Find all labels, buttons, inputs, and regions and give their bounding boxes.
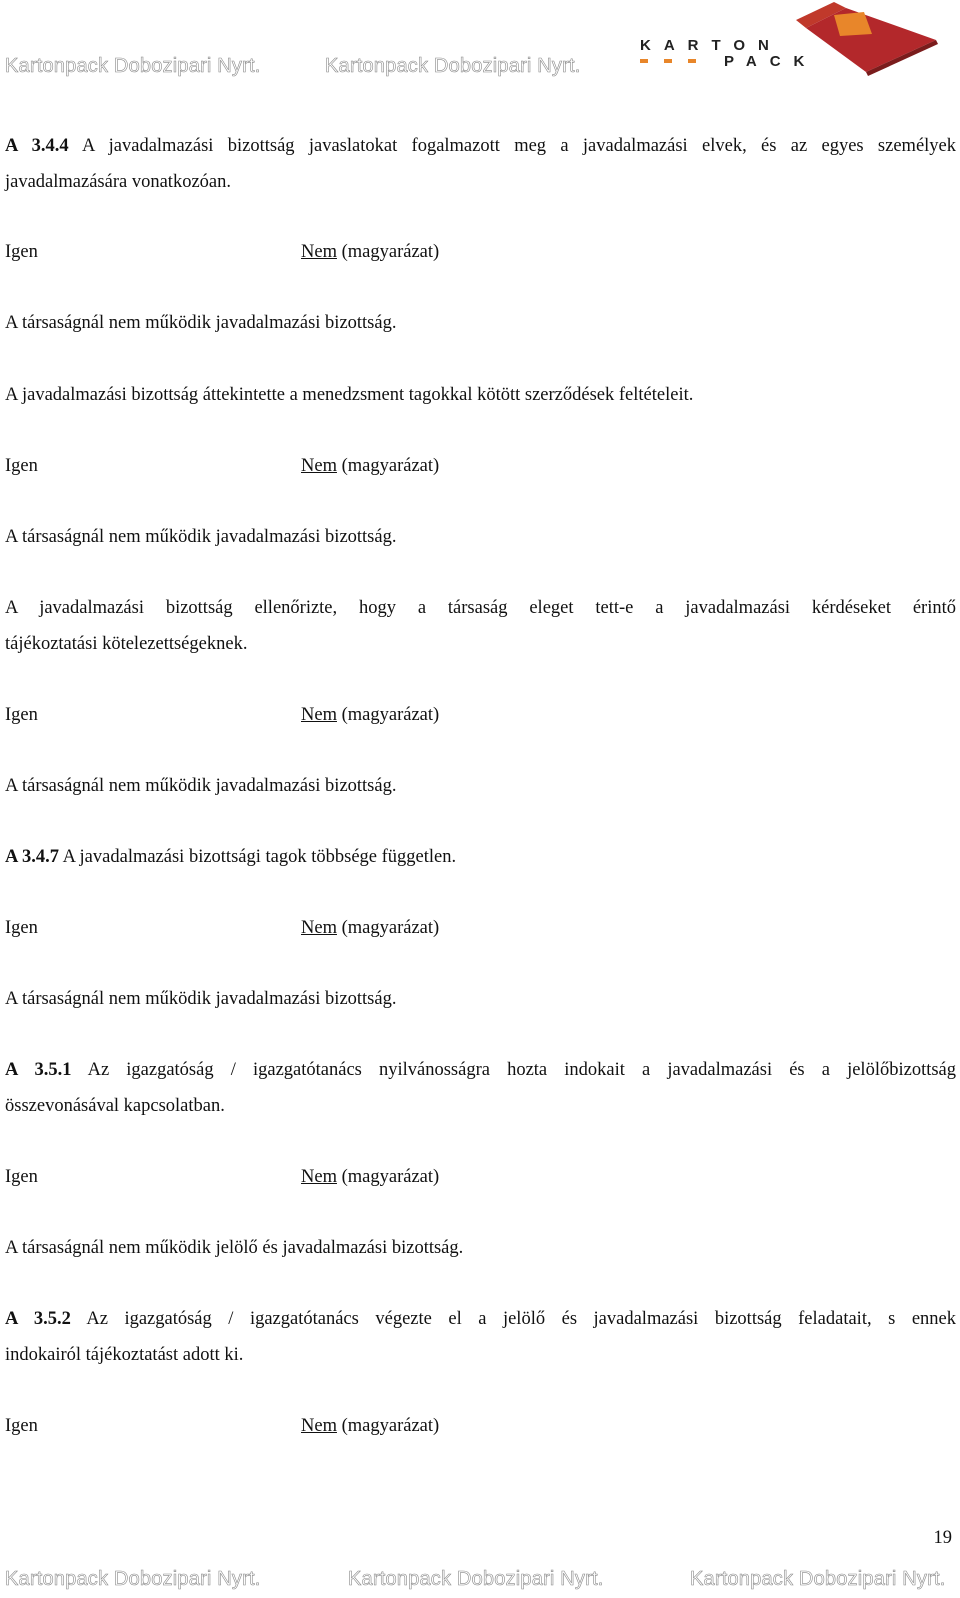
page-number: 19 xyxy=(933,1528,952,1548)
answer-explanation: (magyarázat) xyxy=(341,918,440,938)
item-code: A 3.4.4 xyxy=(5,136,69,156)
answer-no-label: Nem xyxy=(301,1416,337,1436)
answer-explanation: (magyarázat) xyxy=(341,1167,440,1187)
footer-watermark-3: Kartonpack Dobozipari Nyrt. xyxy=(690,1568,946,1590)
item-3-4-4-line2: javadalmazására vonatkozóan. xyxy=(5,172,231,192)
answer-yes: Igen xyxy=(5,1416,38,1436)
answer-no xyxy=(301,1414,439,1438)
answer-yes: Igen xyxy=(5,456,38,476)
answer-yes: Igen xyxy=(5,918,38,938)
answer-no xyxy=(301,240,439,264)
answer-yes: Igen xyxy=(5,242,38,262)
answer-no-label: Nem xyxy=(301,705,337,725)
header-watermark-1: Kartonpack Dobozipari Nyrt. xyxy=(5,55,261,77)
answer-yes: Igen xyxy=(5,1167,38,1187)
item-code: A 3.5.1 xyxy=(5,1060,72,1080)
answer-no xyxy=(301,916,439,940)
note: A társaságnál nem működik javadalmazási bizottság. xyxy=(5,989,397,1009)
answer-no-label: Nem xyxy=(301,456,337,476)
item-3-5-1-line1 xyxy=(5,1058,956,1082)
item-code: A 3.4.7 xyxy=(5,847,59,867)
header-watermark-2: Kartonpack Dobozipari Nyrt. xyxy=(325,55,581,77)
item-text: A javadalmazási bizottsági tagok többsége független. xyxy=(62,847,457,867)
answer-no-label: Nem xyxy=(301,242,337,262)
item-3-5-2-line2: indokairól tájékoztatást adott ki. xyxy=(5,1345,244,1365)
answer-explanation: (magyarázat) xyxy=(341,1416,440,1436)
item-text: Az igazgatóság / igazgatótanács nyilvánosságra hozta indokait a javadalmazási és a jelölőbizottság xyxy=(87,1060,957,1080)
item-text: Az igazgatóság / igazgatótanács végezte el a jelölő és javadalmazási bizottság feladatait, s ennek xyxy=(86,1309,956,1329)
item-code: A 3.5.2 xyxy=(5,1309,71,1329)
item-3-5-1-line2: összevonásával kapcsolatban. xyxy=(5,1096,225,1116)
item-text-line1: A javadalmazási bizottság ellenőrizte, hogy a társaság eleget tett-e a javadalmazási kérdéseket érintő xyxy=(5,598,956,618)
logo-dashes xyxy=(640,59,712,65)
answer-explanation: (magyarázat) xyxy=(341,456,440,476)
answer-no-label: Nem xyxy=(301,1167,337,1187)
answer-no-label: Nem xyxy=(301,918,337,938)
footer-watermark-2: Kartonpack Dobozipari Nyrt. xyxy=(348,1568,604,1590)
footer-watermark-1: Kartonpack Dobozipari Nyrt. xyxy=(5,1568,261,1590)
answer-no xyxy=(301,703,439,727)
answer-explanation: (magyarázat) xyxy=(341,705,440,725)
kartonpack-logo xyxy=(640,0,946,80)
item-3-5-2-line1 xyxy=(5,1307,956,1331)
note: A társaságnál nem működik javadalmazási bizottság. xyxy=(5,527,397,547)
answer-yes: Igen xyxy=(5,705,38,725)
note: A társaságnál nem működik javadalmazási bizottság. xyxy=(5,776,397,796)
answer-no xyxy=(301,1165,439,1189)
answer-explanation: (magyarázat) xyxy=(341,242,440,262)
note: A társaságnál nem működik jelölő és javadalmazási bizottság. xyxy=(5,1238,464,1258)
item-text-line: A javadalmazási bizottság áttekintette a menedzsment tagokkal kötött szerződések feltételeit. xyxy=(5,385,694,405)
logo-text-pack: PACK xyxy=(724,53,818,70)
item-text: A javadalmazási bizottság javaslatokat fogalmazott meg a javadalmazási elvek, és az egyes személyek xyxy=(81,136,957,156)
item-text-line2: tájékoztatási kötelezettségeknek. xyxy=(5,634,248,654)
item-3-4-4-line1 xyxy=(5,134,956,158)
answer-no xyxy=(301,454,439,478)
logo-text-karton: KARTON xyxy=(640,37,782,54)
item-3-4-7 xyxy=(5,845,456,869)
note: A társaságnál nem működik javadalmazási bizottság. xyxy=(5,313,397,333)
